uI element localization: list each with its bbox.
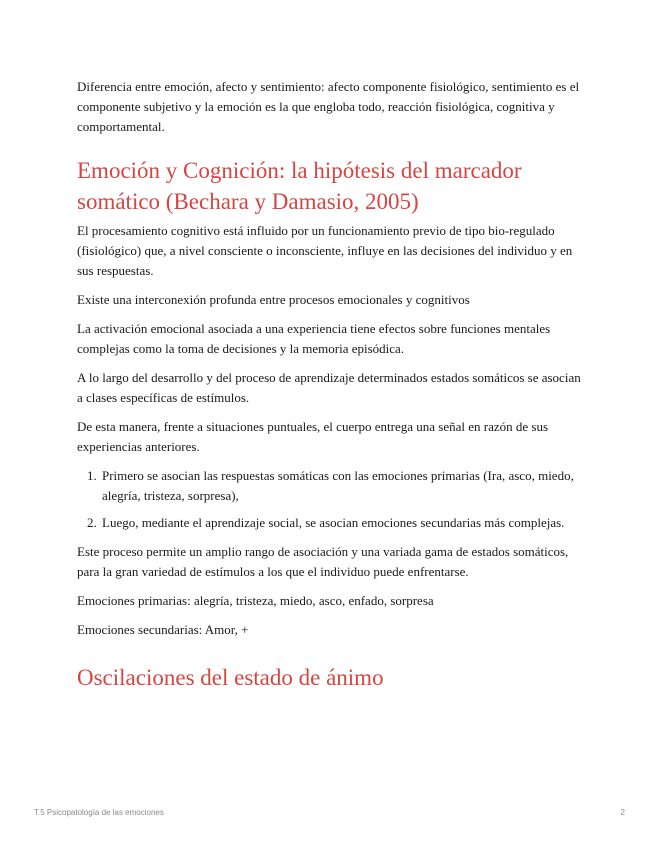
paragraph: Existe una interconexión profunda entre procesos emocionales y cognitivos — [77, 292, 470, 307]
paragraph: A lo largo del desarrollo y del proceso de aprendizaje determinados estados somáticos se asocian a clases específicas de estímulos. — [77, 370, 581, 405]
paragraph: De esta manera, frente a situaciones puntuales, el cuerpo entrega una señal en razón de sus experiencias anteriores. — [77, 419, 549, 454]
paragraph: Emociones primarias: alegría, tristeza, miedo, asco, enfado, sorpresa — [77, 593, 434, 608]
page-number: 2 — [620, 808, 625, 817]
numbered-list — [77, 466, 581, 533]
section-heading-emocion-cognicion: Emoción y Cognición: la hipótesis del marcador somático (Bechara y Damasio, 2005) — [77, 158, 522, 214]
paragraph: El procesamiento cognitivo está influido por un funcionamiento previo de tipo bio-regulado (fisiológico) que, a nivel consciente o inconsciente, influye en las decisiones del individuo y en sus respuestas. — [77, 223, 573, 278]
section-heading-oscilaciones: Oscilaciones del estado de ánimo — [77, 665, 384, 690]
footer-title: T.5 Psicopatología de las emociones — [34, 808, 164, 817]
list-item: 2. Luego, mediante el aprendizaje social, se asocian emociones secundarias más complejas. — [100, 513, 581, 533]
paragraph: Este proceso permite un amplio rango de asociación y una variada gama de estados somáticos, para la gran variedad de estímulos a los que el individuo puede enfrentarse. — [77, 544, 569, 579]
list-item: 1. Primero se asocian las respuestas somáticas con las emociones primarias (Ira, asco, miedo, alegría, tristeza, sorpresa), — [100, 466, 581, 506]
intro-paragraph: Diferencia entre emoción, afecto y sentimiento: afecto componente fisiológico, sentimiento es el componente subjetivo y la emoción es la que engloba todo, reacción fisiológica, cognitiva y comportamental. — [77, 79, 580, 134]
paragraph: La activación emocional asociada a una experiencia tiene efectos sobre funciones mentales complejas como la toma de decisiones y la memoria episódica. — [77, 321, 551, 356]
page-content — [77, 77, 581, 697]
paragraph: Emociones secundarias: Amor, + — [77, 622, 249, 637]
